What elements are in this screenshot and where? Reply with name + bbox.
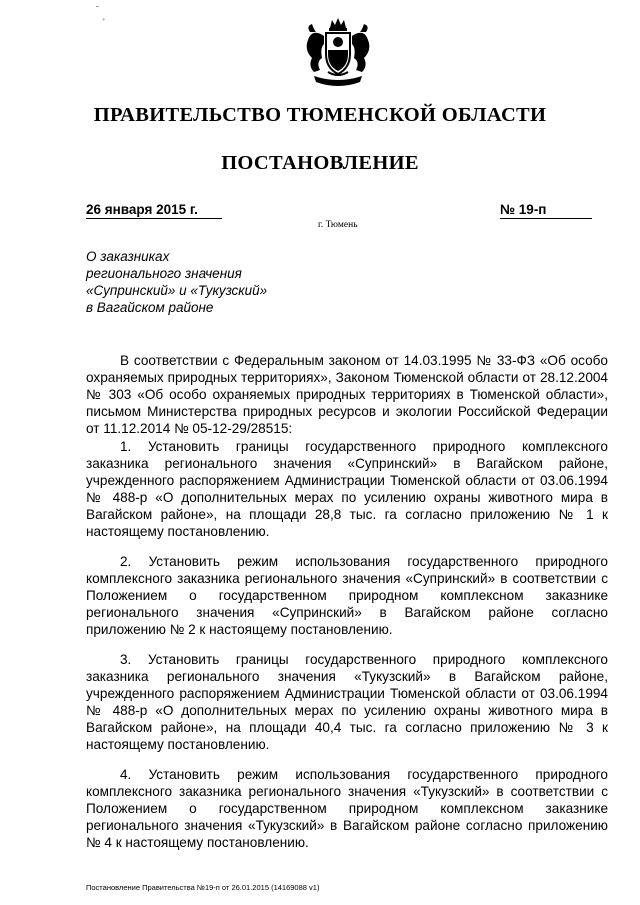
document-city: г. Тюмень xyxy=(318,220,358,230)
subject-line: «Супринский» и «Тукузский» xyxy=(86,283,268,298)
document-footer: Постановление Правительства №19-п от 26.01.2015 (14169088 v1) xyxy=(86,883,320,892)
body-paragraph-1: 1. Установить границы государственного природного комплексного заказника регионального значения «Супринский» в Вагайском районе, учрежденного распоряжением Администрации Тюменской области от 03.06.1994 № 488-р «О дополнительных мерах по усилению охраны животного мира в Вагайском районе», на площади 28,8 тыс. га согласно приложению № 1 к настоящему постановлению. xyxy=(86,439,608,539)
document-date: 26 января 2015 г. xyxy=(86,202,222,219)
document-subject xyxy=(86,248,267,316)
document-body xyxy=(86,352,608,864)
body-paragraph-2: 2. Установить режим использования государственного природного комплексного заказника регионального значения «Супринский» в соответствии с Положением о государственном природном комплексном заказнике регионального значения «Супринский» в Вагайском районе согласно приложению № 2 к настоящему постановлению. xyxy=(86,554,608,637)
scan-mark: ˉ xyxy=(96,4,99,14)
organization-title: ПРАВИТЕЛЬСТВО ТЮМЕНСКОЙ ОБЛАСТИ xyxy=(93,104,547,126)
body-paragraph-4: 4. Установить режим использования государственного природного комплексного заказника регионального значения «Тукузский» в соответствии с Положением о государственном природном комплексном заказнике регионального значения «Тукузский» в Вагайском районе согласно приложению № 4 к настоящему постановлению. xyxy=(86,767,608,850)
coat-of-arms-icon xyxy=(298,14,378,90)
scan-mark: ﾞ xyxy=(102,18,107,28)
body-paragraph-intro: В соответствии с Федеральным законом от 14.03.1995 № 33-ФЗ «Об особо охраняемых природных территориях», Законом Тюменской области от 28.12.2004 № 303 «Об особо охраняемых природных территориях в Тюменской области», письмом Министерства природных ресурсов и экологии Российской Федерации от 11.12.2014 № 05-12-29/28515: xyxy=(86,353,608,436)
subject-line: в Вагайском районе xyxy=(86,300,214,315)
subject-line: О заказниках xyxy=(86,249,170,264)
document-type: ПОСТАНОВЛЕНИЕ xyxy=(221,152,419,174)
subject-line: регионального значения xyxy=(86,266,242,281)
document-number: № 19-п xyxy=(500,202,592,219)
body-paragraph-3: 3. Установить границы государственного природного комплексного заказника регионального значения «Тукузский» в Вагайском районе, учрежденного распоряжением Администрации Тюменской области от 03.06.1994 № 488-р «О дополнительных мерах по усилению охраны животного мира в Вагайском районе», на площади 40,4 тыс. га согласно приложению № 3 к настоящему постановлению. xyxy=(86,652,608,752)
